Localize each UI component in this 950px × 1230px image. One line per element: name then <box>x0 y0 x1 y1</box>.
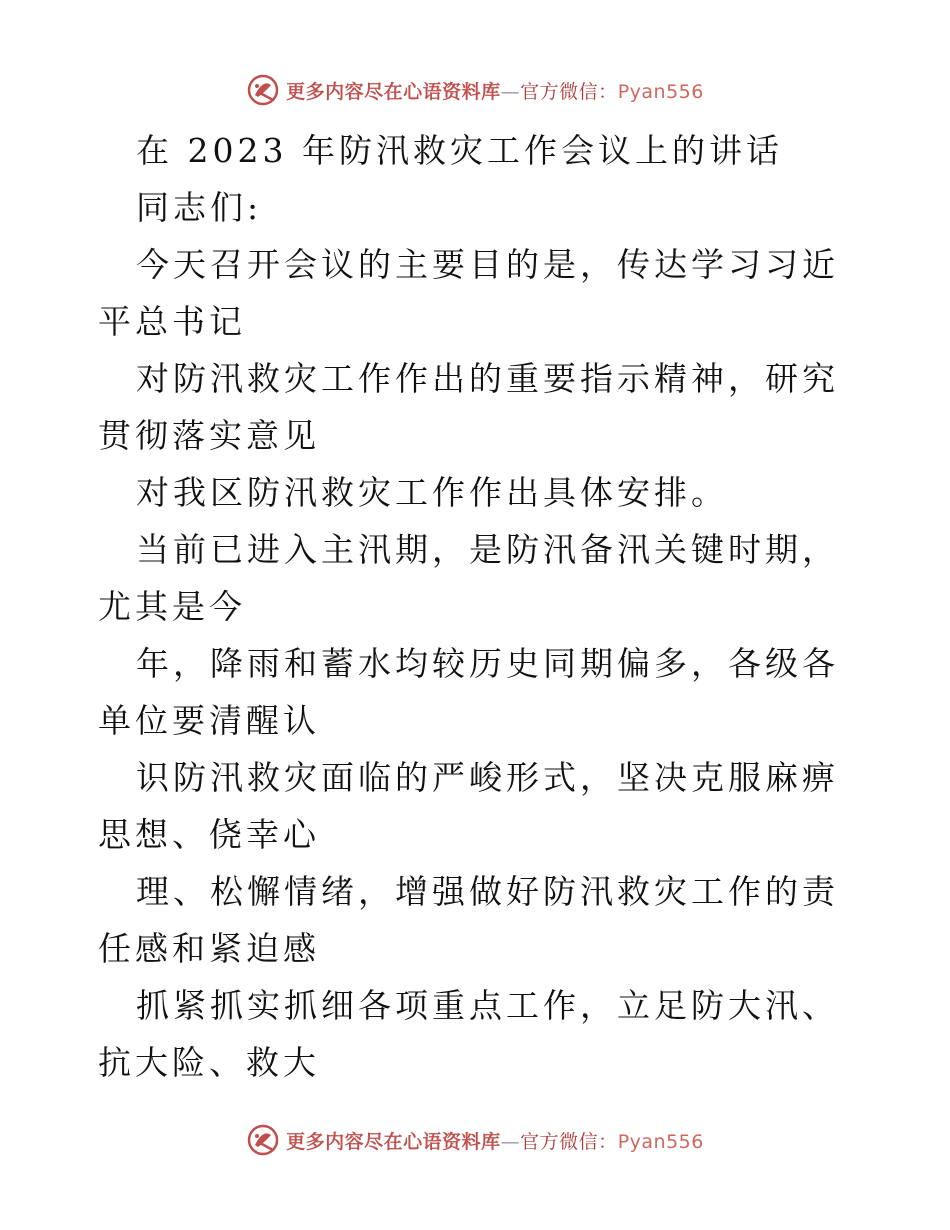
banner-main-text: 更多内容尽在心语资料库 <box>286 80 501 103</box>
paragraph-line: 对我区防汛救灾工作作出具体安排。 <box>136 473 728 512</box>
paragraph-line: 对防汛救灾工作作出的重要指示精神，研究贯彻落实意见 <box>98 359 839 455</box>
paragraph-line: 年，降雨和蓄水均较历史同期偏多，各级各单位要清醒认 <box>98 644 839 740</box>
footer-watermark-banner <box>0 1120 950 1160</box>
greeting: 同志们: <box>136 188 263 227</box>
banner-wechat-label: 官方微信： <box>520 1130 618 1153</box>
paragraph-line: 当前已进入主汛期，是防汛备汛关键时期，尤其是今 <box>98 530 839 626</box>
paragraph-line: 今天召开会议的主要目的是，传达学习习近平总书记 <box>98 245 839 341</box>
header-watermark-banner <box>0 70 950 110</box>
banner-wechat-handle: Pyan556 <box>617 1130 704 1153</box>
paragraph-line: 识防汛救灾面临的严峻形式，坚决克服麻痹思想、侥幸心 <box>98 758 839 854</box>
banner-wechat-handle: Pyan556 <box>617 80 704 103</box>
document-body <box>98 122 858 1091</box>
banner-text <box>286 1127 704 1154</box>
paragraph-line: 抓紧抓实抓细各项重点工作，立足防大汛、抗大险、救大 <box>98 986 839 1082</box>
document-title: 在 2023 年防汛救灾工作会议上的讲话 <box>136 131 783 170</box>
paragraph-line: 理、松懈情绪，增强做好防汛救灾工作的责任感和紧迫感 <box>98 872 839 968</box>
banner-wechat-label: 官方微信： <box>520 80 618 103</box>
seal-logo-icon <box>246 1123 280 1157</box>
banner-main-text: 更多内容尽在心语资料库 <box>286 1130 501 1153</box>
banner-dash: — <box>500 80 521 103</box>
seal-logo-icon <box>246 73 280 107</box>
banner-dash: — <box>500 1130 521 1153</box>
banner-text <box>286 77 704 104</box>
